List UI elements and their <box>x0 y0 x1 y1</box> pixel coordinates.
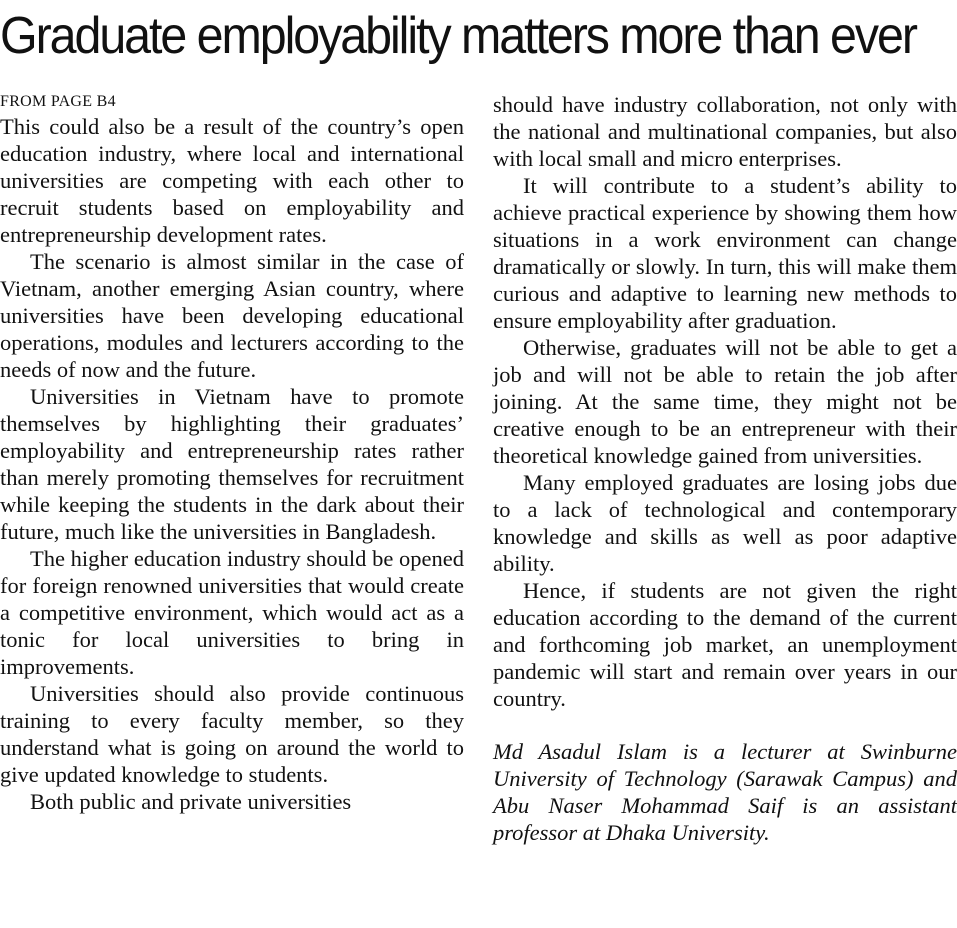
article-column-right <box>493 91 957 846</box>
paragraph: Universities should also provide continuous training to every faculty member, so they understand what is going on around the world to give updated knowledge to students. <box>0 681 464 787</box>
paragraph: Otherwise, graduates will not be able to get a job and will not be able to retain the job after joining. At the same time, they might not be creative enough to be an entrepreneur with their theoretical knowledge gained from universities. <box>493 335 957 468</box>
article-headline: Graduate employability matters more than ever <box>0 7 916 65</box>
article-column-left <box>0 91 464 815</box>
paragraph: It will contribute to a student’s ability to achieve practical experience by showing them how situations in a work environment can change dramatically or slowly. In turn, this will make them curious and adaptive to learning new methods to ensure employability after graduation. <box>493 173 957 333</box>
paragraph: Hence, if students are not given the right education according to the demand of the current and forthcoming job market, an unemployment pandemic will start and remain over years in our country. <box>493 578 957 711</box>
paragraph: Many employed graduates are losing jobs due to a lack of technological and contemporary knowledge and skills as well as poor adaptive ability. <box>493 470 957 576</box>
paragraph: should have industry collaboration, not only with the national and multinational companies, but also with local small and micro enterprises. <box>493 92 957 171</box>
paragraph: The higher education industry should be opened for foreign renowned universities that would create a competitive environment, which would act as a tonic for local universities to bring in improvements. <box>0 546 464 679</box>
paragraph: This could also be a result of the country’s open education industry, where local and international universities are competing with each other to recruit students based on employability and entrepreneurship development rates. <box>0 114 464 247</box>
paragraph: Both public and private universities <box>30 789 352 814</box>
jump-line: FROM PAGE B4 <box>0 93 116 110</box>
paragraph: Universities in Vietnam have to promote themselves by highlighting their graduates’ employability and entrepreneurship rates rather than merely promoting themselves for recruitment while keeping the students in the dark about their future, much like the universities in Bangladesh. <box>0 384 464 544</box>
author-byline: Md Asadul Islam is a lecturer at Swinburne University of Technology (Sarawak Campus) and Abu Naser Mohammad Saif is an assistant professor at Dhaka University. <box>493 739 957 845</box>
paragraph: The scenario is almost similar in the case of Vietnam, another emerging Asian country, where universities have been developing educational operations, modules and lecturers according to the needs of now and the future. <box>0 249 464 382</box>
